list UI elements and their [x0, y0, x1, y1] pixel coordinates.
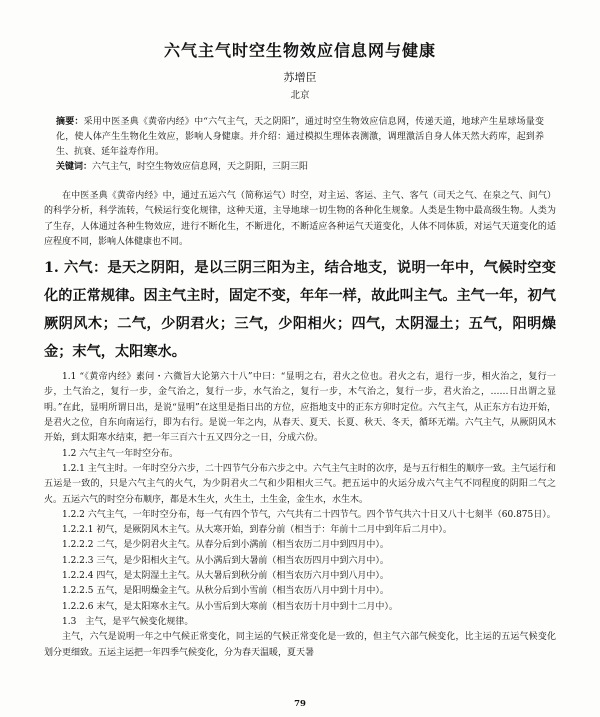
keywords-text: 六气主气，时空生物效应信息网，天之阴阳，三阴三阳: [92, 162, 309, 172]
abstract-text: 采用中医圣典《黄帝内经》中“六气主气，天之阴阳”，通过时空生物效应信息网，传递天道，地球产生星球场量变化，使人体产生生物化生效应，影响人身健康。并介绍：通过模拟生理体表测激，调理激活自身人体天然大药库，起到养生、抗衰、延年益寿作用。: [56, 117, 544, 157]
author-name: 苏增臣: [283, 71, 317, 84]
keywords: [56, 160, 544, 175]
section-1-2-1: 1.2.1 主气主时。一年时空分六步，二十四节气分布六步之中。六气主气主时的次序，是与五行相生的顺序一致。主气运行和五运是一致的，只是六气主气的火气，为少阴君火二气和少阳相火三气。把五运中的火运分成六气主气不同程度的阴阳二气之火。五运六气的时空分布顺序，都是木生火，火生土，土生金，金生水，水生木。: [44, 463, 556, 505]
section-1-2: 1.2 六气主气一年时空分布。: [62, 448, 179, 459]
abstract-label: 摘要：: [56, 117, 84, 127]
section-1-1: 1.1 “《黄帝内经》素问・六微旨大论第六十八”中曰：“显明之右，君火之位也。君火之右，退行一步，相火治之，复行一步，土气治之，复行一步，金气治之，复行一步，水气治之，复行一步，木气治之，复行一步，君火治之，……日出谓之显明。”在此，显明所谓日出，是说“显明”在这里是指日出的方位，应指地支中的正东方卯时定位。六气主气，从正东方右边开始，是君火之位，自东向南运行，即为右行。是说一年之内，从春天、夏天、长夏、秋天、冬天，循环无端。六气主气，从厥阴风木开始，到太阳寒水结束，把一年三百六十五又四分之一日，分成六份。: [44, 372, 556, 444]
article-title: 六气主气时空生物效应信息网与健康: [163, 41, 436, 60]
page-number: 79: [294, 699, 306, 709]
list-item: 1.2.2.4 四气，是太阴湿土主气。从大暑后到秋分前（相当农历六月中到八月中）。: [62, 571, 389, 582]
section-1-2-2-1: 1.2.2.1 初气，是厥阴风木主气。从大寒开始，到春分前（相当于：年前十二月中到年后二月中）。: [62, 525, 452, 536]
section-1-2-2: 1.2.2 六气主气，一年时空分布，每一气有四个节气，六气共有二十四节气。四个节气共六十日又八十七刻半（60.875日）。: [62, 509, 556, 520]
list-item: 1.2.2.5 五气，是阳明燥金主气。从秋分后到小雪前（相当农历八月中到十月中）。: [62, 586, 389, 597]
keywords-label: 关键词：: [56, 162, 93, 172]
list-item: 1.2.2.3 三气，是少阳相火主气。从小满后到大暑前（相当农历四月中到六月中）。: [62, 555, 389, 566]
section-1-heading: 1. 六气：是天之阴阳，是以三阴三阳为主，结合地支，说明一年中，气候时空变化的正常规律。因主气主时，固定不变，年年一样，故此叫主气。主气一年，初气厥阴风木；二气，少阴君火；三气，少阳相火；四气，太阴湿土；五气，阳明燥金；末气，太阳寒水。: [44, 260, 556, 361]
section-1-3: 1.3 主气，是平气候变化规律。: [62, 616, 194, 627]
intro-paragraph: 在中医圣典《黄帝内经》中，通过五运六气（简称运气）时空，对主运、客运、主气、客气（司天之气、在泉之气、间气）的科学分析，科学流转，气候运行变化规律，这种天道，主导地球一切生物的各种化生规象。人类是生物中最高级生物。人类为了生存，人体通过各种生物效应，进行不断化生，不断进化，不断适应各种运气天道变化，人体不同体质，对运气天道变化的适应程度不同，影响人体健康也不同。: [44, 191, 556, 247]
closing-paragraph: 主气，六气是说明一年之中气候正常变化，同主运的气候正常变化是一致的，但主气六部气候变化，比主运的五运气候变化划分更细致。五运主运把一年四季气候变化，分为春天温暖，夏天暑: [44, 632, 556, 658]
list-item: 1.2.2.6 末气，是太阳寒水主气。从小雪后到大寒前（相当农历十月中到十二月中）。: [62, 601, 398, 612]
list-item: 1.2.2.2 二气，是少阴君火主气。从春分后到小满前（相当农历二月中到四月中）。: [62, 540, 389, 551]
abstract: [56, 115, 544, 160]
author-affiliation: 北京: [290, 90, 310, 101]
